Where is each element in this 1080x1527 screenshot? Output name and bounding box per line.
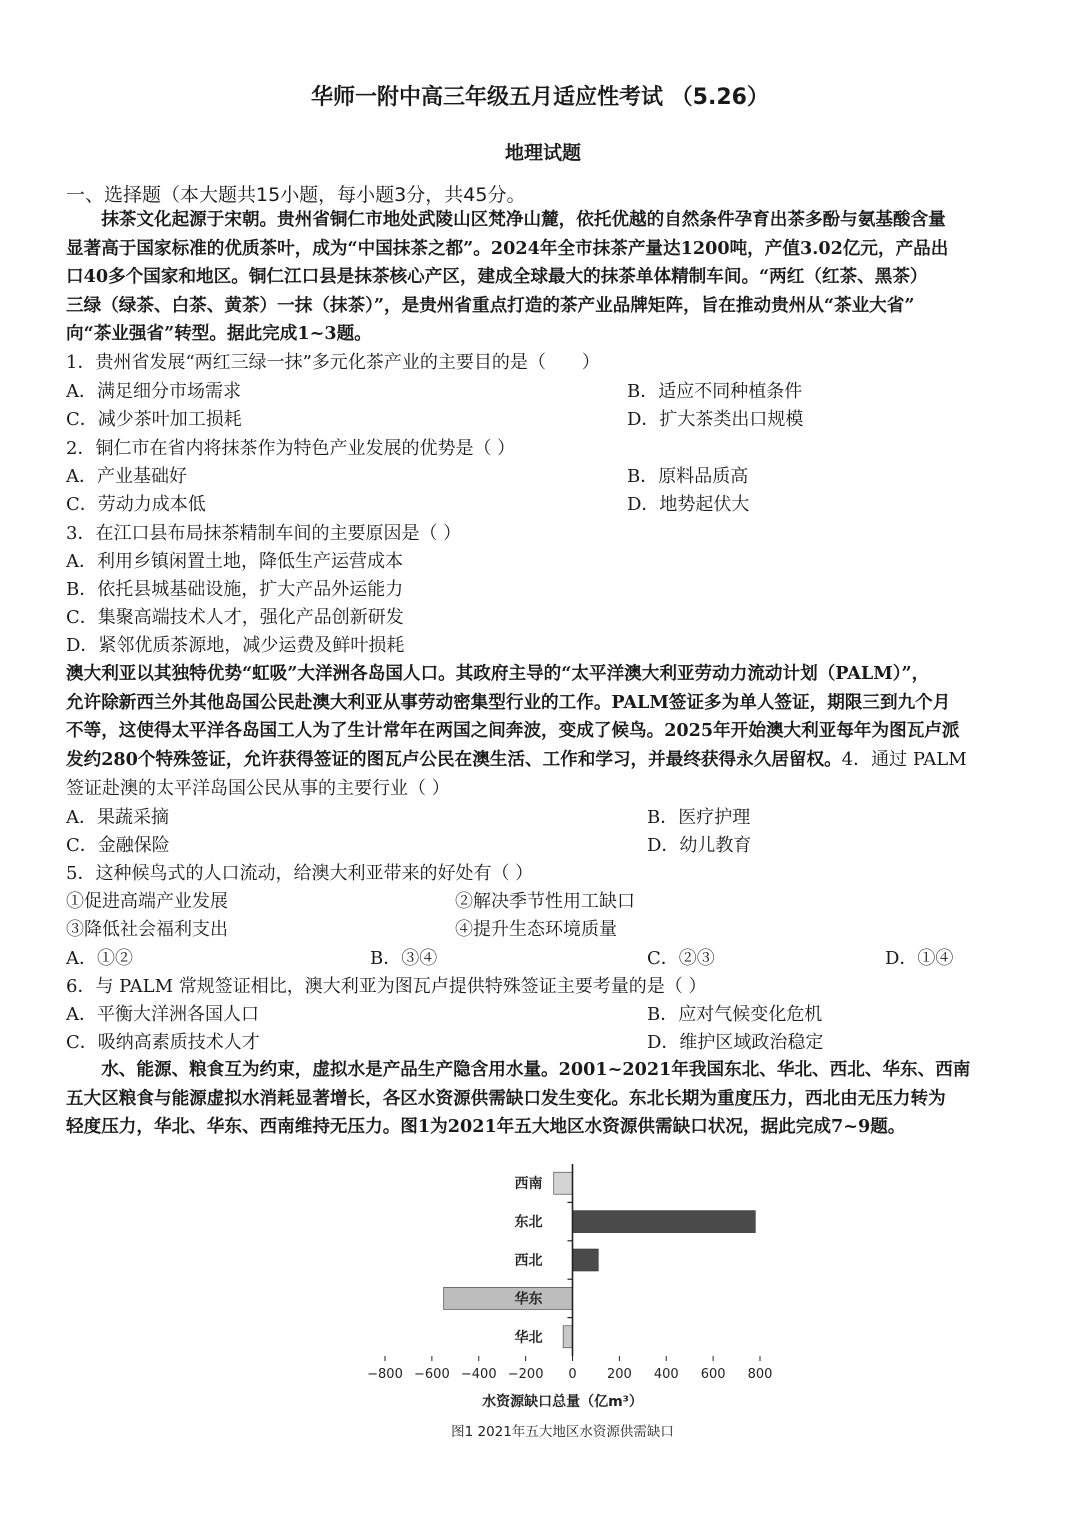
- category-label: 华北: [514, 1329, 543, 1346]
- question-5-statement-4: ④提升生态环境质量: [455, 919, 617, 940]
- x-tick-label: 0: [568, 1367, 577, 1382]
- question-6-option-d[interactable]: D．维护区域政治稳定: [647, 1032, 824, 1053]
- question-1-option-a[interactable]: A．满足细分市场需求: [66, 381, 241, 402]
- x-tick-label: −600: [414, 1367, 450, 1382]
- question-2-option-c[interactable]: C．劳动力成本低: [66, 494, 206, 515]
- passage-matcha: [66, 206, 1016, 349]
- question-2-option-b[interactable]: B．原料品质高: [627, 466, 749, 487]
- question-2-stem: 2．铜仁市在省内将抹茶作为特色产业发展的优势是（ ）: [66, 438, 516, 459]
- passage-line: 五大区粮食与能源虚拟水消耗显著增长，各区水资源供需缺口发生变化。东北长期为重度压力，西北由无压力转为: [66, 1087, 946, 1109]
- water-gap-chart: [0, 1150, 1080, 1450]
- passage-line: 向“茶业强省”转型。据此完成1~3题。: [66, 323, 372, 344]
- x-tick-label: 800: [747, 1367, 773, 1382]
- question-2-option-d[interactable]: D．地势起伏大: [627, 494, 750, 515]
- exam-title: 华师一附中高三年级五月适应性考试 （5.26）: [311, 85, 769, 110]
- figure-caption: 图1 2021年五大地区水资源供需缺口: [451, 1424, 674, 1440]
- passage-virtual-water: [66, 1056, 1016, 1142]
- passage-line: 抹茶文化起源于宋朝。贵州省铜仁市地处武陵山区梵净山麓，依托优越的自然条件孕育出茶多酚与氨基酸含量: [66, 209, 946, 230]
- passage-line: 水、能源、粮食互为约束，虚拟水是产品生产隐含用水量。2001~2021年我国东北、华北、西北、华东、西南: [66, 1059, 971, 1080]
- bar-4: [563, 1326, 572, 1348]
- question-5-statement-1: ①促进高端产业发展: [66, 891, 228, 912]
- x-tick-label: −800: [367, 1367, 403, 1382]
- question-3-option-d[interactable]: D．紧邻优质茶源地，减少运费及鲜叶损耗: [66, 635, 405, 656]
- question-2-option-a[interactable]: A．产业基础好: [66, 466, 187, 487]
- question-6-option-c[interactable]: C．吸纳高素质技术人才: [66, 1032, 260, 1053]
- x-tick-label: −200: [507, 1367, 544, 1382]
- x-tick-label: 200: [606, 1367, 632, 1382]
- x-tick-label: 400: [653, 1367, 679, 1382]
- exam-subtitle: 地理试题: [504, 142, 581, 164]
- question-5-statement-3: ③降低社会福利支出: [66, 919, 228, 940]
- question-4-option-b[interactable]: B．医疗护理: [647, 807, 751, 828]
- question-3-option-a[interactable]: A．利用乡镇闲置土地，降低生产运营成本: [66, 551, 403, 572]
- category-label: 华东: [514, 1291, 543, 1308]
- question-3-option-b[interactable]: B．依托县城基础设施，扩大产品外运能力: [66, 579, 404, 600]
- x-tick-label: 600: [700, 1367, 726, 1382]
- x-axis-label: 水资源缺口总量（亿m³）: [482, 1394, 643, 1410]
- question-4-option-d[interactable]: D．幼儿教育: [647, 835, 752, 856]
- passage-line: 澳大利亚以其独特优势“虹吸”大洋洲各岛国人口。其政府主导的“太平洋澳大利亚劳动力流动计划（PALM）”，: [66, 663, 930, 684]
- question-5-statement-2: ②解决季节性用工缺口: [455, 891, 635, 912]
- question-4-option-c[interactable]: C．金融保险: [66, 835, 170, 856]
- bar-2: [573, 1249, 599, 1271]
- passage-line: 显著高于国家标准的优质茶叶，成为“中国抹茶之都”。2024年全市抹茶产量达1200吨，产值3.02亿元，产品出: [66, 237, 949, 259]
- passage-line: [66, 746, 1026, 775]
- question-3-stem: 3．在江口县布局抹茶精制车间的主要原因是（ ）: [66, 523, 462, 544]
- question-1-stem: 1．贵州省发展“两红三绿一抹”多元化茶产业的主要目的是（ ）: [66, 352, 600, 373]
- question-1-option-d[interactable]: D．扩大茶类出口规模: [627, 409, 804, 430]
- passage-line: 三绿（绿茶、白茶、黄茶）一抹（抹茶）”，是贵州省重点打造的茶产业品牌矩阵，旨在推动贵州从“茶业大省”: [66, 294, 915, 316]
- question-5-stem: 5．这种候鸟式的人口流动，给澳大利亚带来的好处有（ ）: [66, 863, 534, 884]
- passage-line: 口40多个国家和地区。铜仁江口县是抹茶核心产区，建成全球最大的抹茶单体精制车间。“两红（红茶、黑茶）: [66, 266, 928, 287]
- x-tick-label: −400: [460, 1367, 497, 1382]
- bar-1: [573, 1211, 756, 1233]
- question-4-option-a[interactable]: A．果蔬采摘: [66, 807, 169, 828]
- question-5-option-d[interactable]: D．①④: [885, 948, 954, 969]
- passage-line: 不等，这使得太平洋各岛国工人为了生计常年在两国之间奔波，变成了候鸟。2025年开始澳大利亚每年为图瓦卢派: [66, 720, 960, 741]
- bar-0: [554, 1172, 573, 1194]
- passage-line: 轻度压力，华北、华东、西南维持无压力。图1为2021年五大地区水资源供需缺口状况，据此完成7~9题。: [66, 1116, 906, 1137]
- section-heading: 一、选择题（本大题共15小题，每小题3分，共45分。: [66, 184, 526, 206]
- passage-line: 允许除新西兰外其他岛国公民赴澳大利亚从事劳动密集型行业的工作。PALM签证多为单人签证，期限三到九个月: [66, 691, 951, 713]
- passage-palm: [66, 660, 1026, 774]
- category-label: 西北: [514, 1253, 543, 1269]
- question-3-option-c[interactable]: C．集聚高端技术人才，强化产品创新研发: [66, 607, 404, 628]
- question-6-stem: 6．与 PALM 常规签证相比，澳大利亚为图瓦卢提供特殊签证主要考量的是（ ）: [66, 976, 707, 997]
- bar-3: [444, 1287, 573, 1309]
- question-6-option-a[interactable]: A．平衡大洋洲各国人口: [66, 1004, 259, 1025]
- question-4-stem: 签证赴澳的太平洋岛国公民从事的主要行业（ ）: [66, 778, 450, 799]
- question-1-option-c[interactable]: C．减少茶叶加工损耗: [66, 409, 242, 430]
- question-1-option-b[interactable]: B．适应不同种植条件: [627, 381, 803, 402]
- question-5-option-a[interactable]: A．①②: [66, 948, 133, 969]
- question-5-option-c[interactable]: C．②③: [647, 948, 715, 969]
- question-4-number: 4．通过 PALM: [841, 748, 967, 770]
- question-5-option-b[interactable]: B．③④: [370, 948, 438, 969]
- passage-line-text: 发约280个特殊签证，允许获得签证的图瓦卢公民在澳生活、工作和学习，并最终获得永久居留权。: [66, 748, 842, 770]
- question-6-option-b[interactable]: B．应对气候变化危机: [647, 1004, 823, 1025]
- category-label: 东北: [514, 1214, 543, 1231]
- category-label: 西南: [514, 1176, 543, 1193]
